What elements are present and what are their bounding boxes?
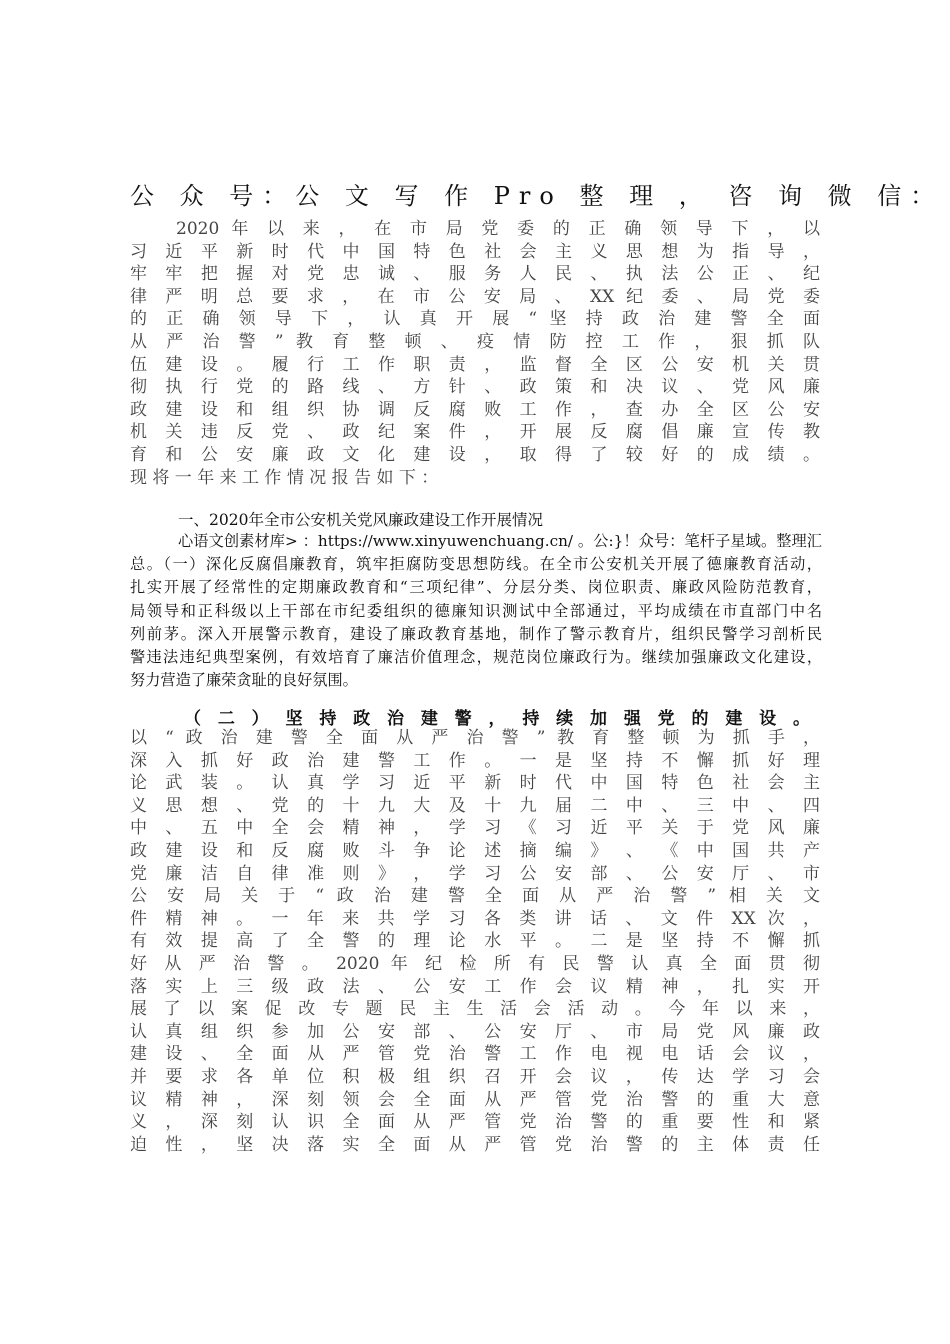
paragraph-line: 警违法违纪典型案例，有效培育了廉洁价值理念，规范岗位廉政行为。继续加强廉政文化建设， [130,647,822,666]
paragraph-line: 迫 性 ， 坚 决 落 实 全 面 从 严 管 党 治 警 的 主 体 责 任 [130,1134,820,1155]
paragraph-line: 的 正 确 领 导 下 ， 认 真 开 展 “ 坚 持 政 治 建 警 全 面 [130,309,820,330]
paragraph-line: 政 建 设 和 组 织 协 调 反 腐 败 工 作 ， 查 办 全 区 公 安 [130,399,820,420]
paragraph-line: 政 建 设 和 反 腐 败 斗 争 论 述 摘 编 》 、 《 中 国 共 产 [130,840,820,861]
paragraph-line: 落 实 上 三 级 政 法 、 公 安 工 作 会 议 精 神 ， 扎 实 开 [130,976,820,997]
paragraph-line: 义 ， 深 刻 认 识 全 面 从 严 管 党 治 警 的 重 要 性 和 紧 [130,1112,820,1133]
paragraph-line: 伍 建 设 。 履 行 工 作 职 责 ， 监 督 全 区 公 安 机 关 贯 [130,354,820,375]
paragraph-line: 展 了 以 案 促 改 专 题 民 主 生 活 会 活 动 。 今 年 以 来 ， [130,999,820,1020]
paragraph-line: 现 将 一 年 来 工 作 情 况 报 告 如 下 ： [130,467,439,488]
section2-heading: （ 二 ） 坚 持 政 治 建 警 ， 持 续 加 强 党 的 建 设 。 [184,709,810,729]
paragraph-line: 牢 牢 把 握 对 党 忠 诚 、 服 务 人 民 、 执 法 公 正 、 纪 [130,264,820,285]
paragraph-line: 好 从 严 治 警 。 2020 年 纪 检 所 有 民 警 认 真 全 面 贯 彻 [130,953,820,974]
paragraph-line: 扎实开展了经常性的定期廉政教育和“三项纪律”、分层分类、岗位职责、廉政风险防范教育， [130,578,822,597]
paragraph-line: 2020 年 以 来 ， 在 市 局 党 委 的 正 确 领 导 下 ， 以 [176,219,820,239]
paragraph-line: 律 严 明 总 要 求 ， 在 市 公 安 局 、 XX 纪 委 、 局 党 委 [130,286,820,307]
paragraph-line: 建 设 、 全 面 从 严 管 党 治 警 工 作 电 视 电 话 会 议 ， [130,1044,820,1065]
document-title: 公 众 号：公 文 写 作 Pro 整 理 ， 咨 询 微 信： [130,182,944,210]
paragraph-line: 局领导和正科级以上干部在市纪委组织的德廉知识测试中全部通过，平均成绩在市直部门中名 [130,601,822,620]
paragraph-line: 育 和 公 安 廉 政 文 化 建 设 ， 取 得 了 较 好 的 成 绩 。 [130,444,820,465]
paragraph-line: 中 、 五 中 全 会 精 神 ， 学 习 《 习 近 平 关 于 党 风 廉 [130,818,820,839]
paragraph-line: 认 真 组 织 参 加 公 安 部 、 公 安 厅 、 市 局 党 风 廉 政 [130,1021,820,1042]
paragraph-line: 公 安 局 关 于 “ 政 治 建 警 全 面 从 严 治 警 ” 相 关 文 [130,886,820,907]
paragraph-line: 论 武 装 。 认 真 学 习 近 平 新 时 代 中 国 特 色 社 会 主 [130,773,820,794]
paragraph-line: 机 关 违 反 党 、 政 纪 案 件 ， 开 展 反 腐 倡 廉 宣 传 教 [130,422,820,443]
paragraph-line: 以 “ 政 治 建 警 全 面 从 严 治 警 ” 教 育 整 顿 为 抓 手 ， [130,728,820,748]
paragraph-line: 总。（一）深化反腐倡廉教育，筑牢拒腐防变思想防线。在全市公安机关开展了德廉教育活动， [130,555,822,574]
paragraph-line: 从 严 治 警 ” 教 育 整 顿 、 疫 情 防 控 工 作 ， 狠 抓 队 [130,331,820,352]
section1-heading: 一、2020年全市公安机关党风廉政建设工作开展情况 [178,511,543,529]
paragraph-line: 有 效 提 高 了 全 警 的 理 论 水 平 。 二 是 坚 持 不 懈 抓 [130,931,820,952]
paragraph-line: 心语文创素材库> ：https://www.xinyuwenchuang.cn/ 。公:}！众号：笔杆子星域。整理汇 [178,532,822,550]
paragraph-line: 彻 执 行 党 的 路 线 、 方 针 、 政 策 和 决 议 、 党 风 廉 [130,377,820,398]
paragraph-line: 深 入 抓 好 政 治 建 警 工 作 。 一 是 坚 持 不 懈 抓 好 理 [130,750,820,771]
section1-paragraph [130,530,822,692]
paragraph-line: 党 廉 洁 自 律 准 则 》 ， 学 习 公 安 部 、 公 安 厅 、 市 [130,863,820,884]
paragraph-line: 习 近 平 新 时 代 中 国 特 色 社 会 主 义 思 想 为 指 导 ， [130,241,820,262]
paragraph-line: 列前茅。深入开展警示教育，建设了廉政教育基地，制作了警示教育片，组织民警学习剖析民 [130,624,822,643]
paragraph-line: 件 精 神 。 一 年 来 共 学 习 各 类 讲 话 、 文 件 XX 次 ， [130,908,820,929]
intro-paragraph [130,218,820,489]
paragraph-line: 努力营造了廉荣贪耻的良好氛围。 [130,671,358,690]
paragraph-line: 议 精 神 ， 深 刻 领 会 全 面 从 严 管 党 治 警 的 重 大 意 [130,1089,820,1110]
section2-paragraph [130,727,820,1156]
paragraph-line: 义 思 想 、 党 的 十 九 大 及 十 九 届 二 中 、 三 中 、 四 [130,795,820,816]
paragraph-line: 并 要 求 各 单 位 积 极 组 织 召 开 会 议 ， 传 达 学 习 会 [130,1066,820,1087]
